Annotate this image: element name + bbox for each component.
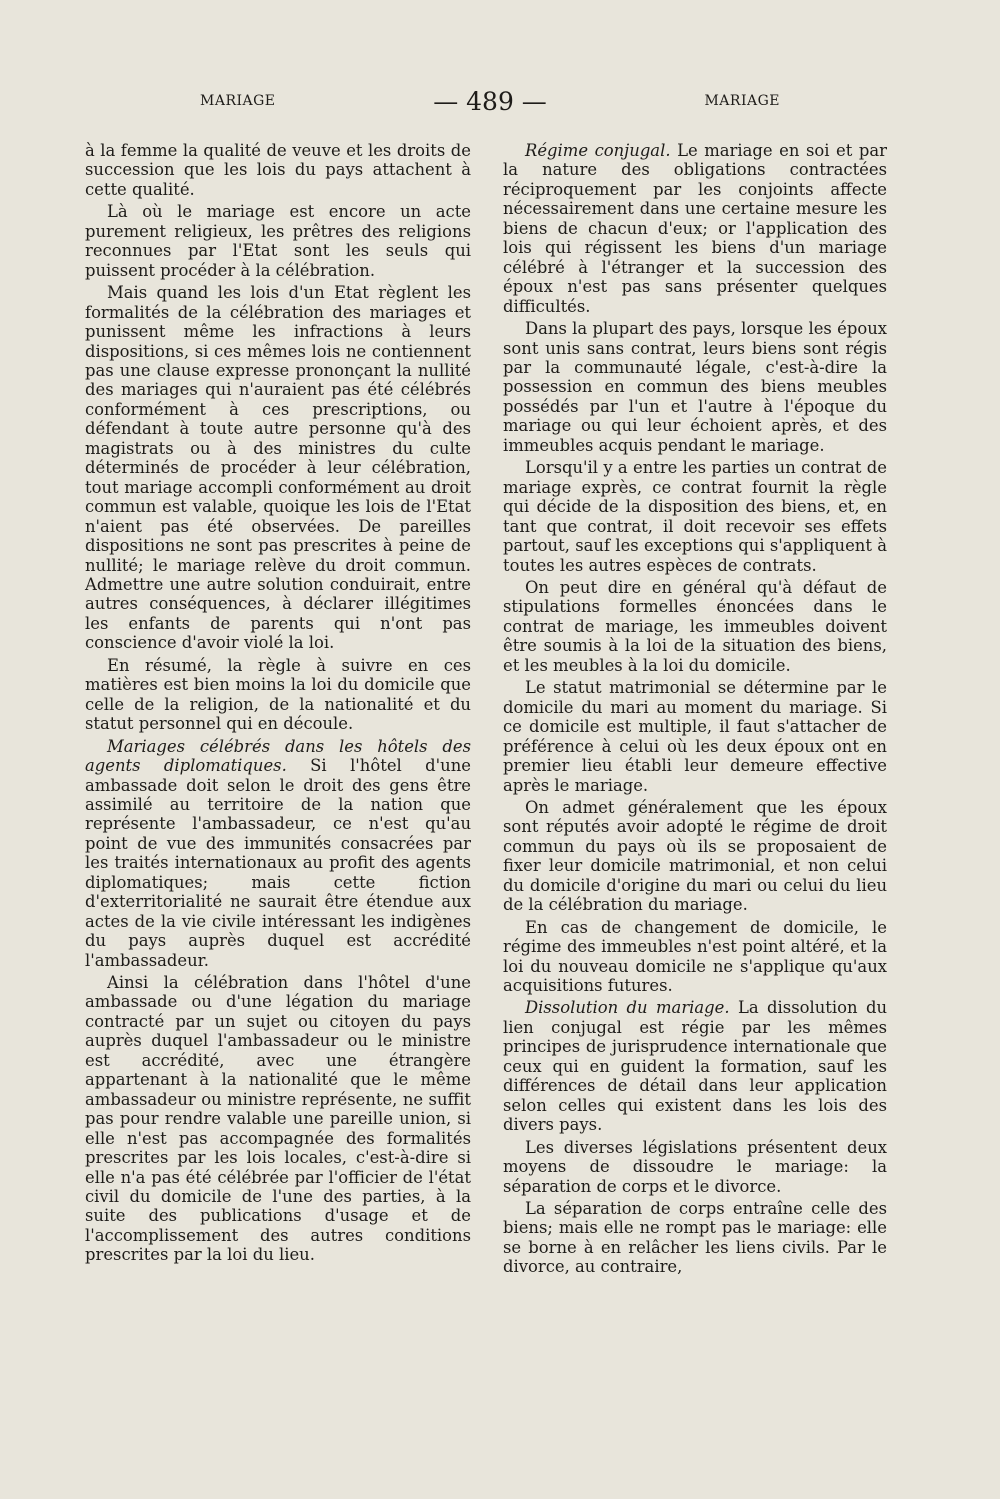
paragraph: Là où le mariage est encore un acte purement religieux, les prêtres des religions reconnues par l'Etat sont les seuls qui puissent procéder à la célébration. xyxy=(85,202,471,280)
section-paragraph: Mariages célébrés dans les hôtels des agents diplomatiques. Si l'hôtel d'une ambassade doit selon le droit des gens être assimilé au territoire de la nation que représente l'ambassadeur, ce n'est qu'au point de vue des immunités consacrées par les traités internationaux au profit des agents diplomatiques; mais cette fiction d'exterritorialité ne saurait être étendue aux actes de la vie civile intéressant les indigènes du pays auprès duquel est accrédité l'ambassadeur. xyxy=(85,736,471,970)
left-column xyxy=(85,141,471,1265)
paragraph: Dans la plupart des pays, lorsque les époux sont unis sans contrat, leurs biens sont régis par la communauté légale, c'est-à-dire la possession en commun des biens meubles possédés par l'un et l'autre à l'époque du mariage ou qui leur échoient après, et des immeubles acquis pendant le mariage. xyxy=(503,319,887,455)
paragraph: Lorsqu'il y a entre les parties un contrat de mariage exprès, ce contrat fournit la règle qui décide de la disposition des biens, et, en tant que contrat, il doit recevoir ses effets partout, sauf les exceptions qui s'appliquent à toutes les autres espèces de contrats. xyxy=(503,458,887,575)
paragraph: On admet généralement que les époux sont réputés avoir adopté le régime de droit commun du pays où ils se proposaient de fixer leur domicile matrimonial, et non celui du domicile d'origine du mari ou celui du lieu de la célébration du mariage. xyxy=(503,797,887,915)
paragraph: On peut dire en général qu'à défaut de stipulations formelles énoncées dans le contrat de mariage, les immeubles doivent être soumis à la loi de la situation des biens, et les meubles à la loi du domicile. xyxy=(503,577,887,675)
section-paragraph: Régime conjugal. Le mariage en soi et par la nature des obligations contractées réciproquement par les conjoints affecte nécessairement dans une certaine mesure les biens de chacun d'eux; or l'application des lois qui régissent les biens d'un mariage célébré à l'étranger et la succession des époux n'est pas sans présenter quelques difficultés. xyxy=(503,141,888,316)
paragraph: En résumé, la règle à suivre en ces matières est bien moins la loi du domicile que celle de la religion, de la nationalité et du statut personnel qui en découle. xyxy=(85,655,471,734)
paragraph: Mais quand les lois d'un Etat règlent les formalités de la célébration des mariages et punissent même les infractions à leurs dispositions, si ces mêmes lois ne contiennent pas une clause expresse prononçant la nullité des mariages qui n'auraient pas été célébrés conformément à ces prescriptions, ou défendant à toute autre personne qu'à des magistrats ou à des ministres du culte déterminés de procéder à leur célébration, tout mariage accompli conformément au droit commun est valable, quoique les lois de l'Etat n'aient pas été observées. De pareilles dispositions ne sont pas prescrites à peine de nullité; le mariage relève du droit commun. Admettre une autre solution conduirait, entre autres conséquences, à déclarer illégitimes les enfants de parents qui n'ont pas conscience d'avoir violé la loi. xyxy=(85,283,471,653)
paragraph: Les diverses législations présentent deux moyens de dissoudre le mariage: la séparation de corps et le divorce. xyxy=(503,1137,887,1196)
section-heading: Dissolution du mariage. xyxy=(525,998,730,1018)
page-number: — 489 — xyxy=(433,86,547,116)
section-heading: Régime conjugal. xyxy=(525,141,671,160)
paragraph: La séparation de corps entraîne celle des biens; mais elle ne rompt pas le mariage: elle se borne à en relâcher les liens civils. Par le divorce, au contraire, xyxy=(503,1199,887,1277)
paragraph: Ainsi la célébration dans l'hôtel d'une ambassade ou d'une légation du mariage contracté par un sujet ou citoyen du pays auprès duquel l'ambassadeur ou le ministre est accrédité, avec une étrangère appartenant à la nationalité que le même ambassadeur ou ministre représente, ne suffit pas pour rendre valable une pareille union, si elle n'est pas accompagnée des formalités prescrites par les lois locales, c'est-à-dire si elle n'a pas été célébrée par l'officier de l'état civil du domicile de l'une des parties, à la suite des publications d'usage et de l'accomplissement des autres conditions prescrites par la loi du lieu. xyxy=(85,973,471,1265)
header-right-title: MARIAGE xyxy=(704,93,780,109)
running-header xyxy=(200,86,780,116)
header-left-title: MARIAGE xyxy=(200,93,276,109)
paragraph: Le statut matrimonial se détermine par le domicile du mari au moment du mariage. Si ce domicile est multiple, il faut s'attacher de préférence à celui où les deux époux ont en premier lieu établi leur demeure effective après le mariage. xyxy=(503,678,887,795)
paragraph: à la femme la qualité de veuve et les droits de succession que les lois du pays attachent à cette qualité. xyxy=(85,141,471,199)
paragraph: En cas de changement de domicile, le régime des immeubles n'est point altéré, et la loi du nouveau domicile ne s'applique qu'aux acquisitions futures. xyxy=(503,917,887,996)
right-column xyxy=(503,141,887,1277)
section-heading: Mariages célébrés dans les hôtels des agents diplomatiques. xyxy=(85,736,471,776)
section-paragraph: Dissolution du mariage. La dissolution du lien conjugal est régie par les mêmes principes de jurisprudence internationale que ceux qui en guident la formation, sauf les différences de détail dans leur application selon celles qui existent dans les lois des divers pays. xyxy=(503,998,887,1135)
